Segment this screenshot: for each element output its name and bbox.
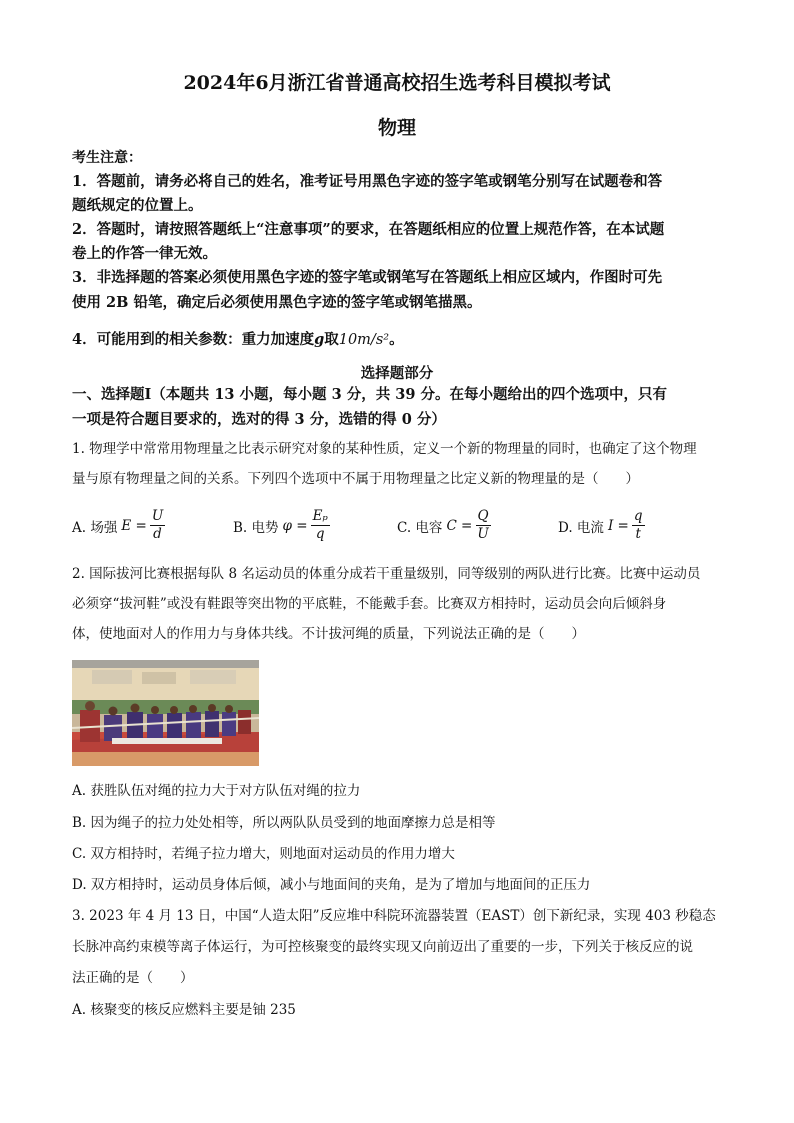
notice-item-1-line-2: 题纸规定的位置上。 [72,197,203,214]
q1-option-a-fraction [150,508,165,543]
notice-item-1-line-1: 1．答题前，请务必将自己的姓名，准考证号用黑色字迹的签字笔或钢笔分别写在试题卷和答 [72,173,663,190]
q1-option-c-lhs: C = [446,517,473,534]
q2-option-c: C. 双方相持时，若绳子拉力增大，则地面对运动员的作用力增大 [72,846,455,862]
q1-option-c-fraction [475,508,490,543]
tug-of-war-photo [72,660,259,766]
q3-line-2: 长脉冲高约束模等离子体运行，为可控核聚变的最终实现又向前迈出了重要的一步，下列关于核反应的说 [72,939,693,955]
q2-option-b: B. 因为绳子的拉力处处相等，所以两队队员受到的地面摩擦力总是相等 [72,815,496,831]
q1-option-a-denominator: d [153,526,162,542]
gravity-value: 10m/s² [338,332,390,348]
subject-title: 物理 [377,117,416,139]
q1-option-b [233,508,330,543]
q2-line-3: 体，使地面对人的作用力与身体共线。不计拔河绳的质量，下列说法正确的是（ ） [72,626,585,642]
q2-option-a: A. 获胜队伍对绳的拉力大于对方队伍对绳的拉力 [72,783,361,799]
q3-option-a: A. 核聚变的核反应燃料主要是铀 235 [72,1002,296,1018]
section-title: 选择题部分 [360,365,434,382]
q2-option-d: D. 双方相持时，运动员身体后倾，减小与地面间的夹角，是为了增加与地面间的正压力 [72,877,591,893]
notice-item-2-line-1: 2．答题时，请按照答题纸上“注意事项”的要求，在答题纸相应的位置上规范作答，在本试题 [72,221,665,238]
notice-item-2-line-2: 卷上的作答一律无效。 [72,245,217,262]
q1-option-b-label: B. 电势 [233,519,279,536]
notice-item-4-end: 。 [389,331,404,348]
q1-option-a [72,508,165,543]
notice-item-4-mid: 取 [324,331,339,348]
q1-option-b-fraction [311,508,330,543]
q1-line-1: 1. 物理学中常常用物理量之比表示研究对象的某种性质，定义一个新的物理量的同时，也确定了这个物理 [72,441,697,457]
q1-option-c [397,508,491,543]
q1-option-d-fraction [632,508,645,543]
q1-option-a-label: A. 场强 [72,519,118,536]
section-heading-line-1: 一、选择题Ⅰ（本题共 13 小题，每小题 3 分，共 39 分。在每小题给出的四个选项中，只有 [72,386,668,403]
q1-option-b-denominator: q [315,526,325,542]
notice-item-3-line-1: 3．非选择题的答案必须使用黑色字迹的签字笔或钢笔写在答题纸上相应区域内，作图时可先 [72,269,663,286]
q1-option-a-numerator: U [151,508,164,524]
q1-option-c-numerator: Q [477,508,489,524]
q3-line-3: 法正确的是（ ） [72,970,194,986]
section-heading-line-2: 一项是符合题目要求的，选对的得 3 分，选错的得 0 分） [72,411,446,428]
exam-title: 2024年6月浙江省普通高校招生选考科目模拟考试 [183,72,611,94]
q2-line-2: 必须穿“拔河鞋”或没有鞋跟等突出物的平底鞋，不能戴手套。比赛双方相持时，运动员会向后倾斜身 [72,596,667,612]
q3-line-1: 3. 2023 年 4 月 13 日，中国“人造太阳”反应堆中科院环流器装置（EAST）创下新纪录，实现 403 秒稳态 [72,908,716,924]
notice-item-3-line-2: 使用 2B 铅笔，确定后必须使用黑色字迹的签字笔或钢笔描黑。 [72,294,482,311]
q1-option-c-label: C. 电容 [397,519,443,536]
q1-option-d-numerator: q [633,508,643,524]
q1-option-c-denominator: U [477,526,489,542]
q2-line-1: 2. 国际拔河比赛根据每队 8 名运动员的体重分成若干重量级别，同等级别的两队进行比赛。比赛中运动员 [72,566,701,582]
notice-heading: 考生注意： [72,150,142,166]
q1-option-d-denominator: t [635,526,641,542]
q1-option-a-lhs: E = [121,517,147,534]
notice-item-4-prefix: 4．可能用到的相关参数：重力加速度 [72,331,315,348]
q1-option-b-numerator: Eₚ [312,508,328,524]
q1-option-d-label: D. 电流 [558,519,604,536]
gravity-symbol: g [314,331,325,348]
q1-line-2: 量与原有物理量之间的关系。下列四个选项中不属于用物理量之比定义新的物理量的是（ ） [72,471,639,487]
q1-option-d-lhs: I = [607,517,629,534]
q1-option-b-lhs: φ = [282,517,308,534]
q1-option-d [558,508,645,543]
notice-item-4 [72,330,724,350]
